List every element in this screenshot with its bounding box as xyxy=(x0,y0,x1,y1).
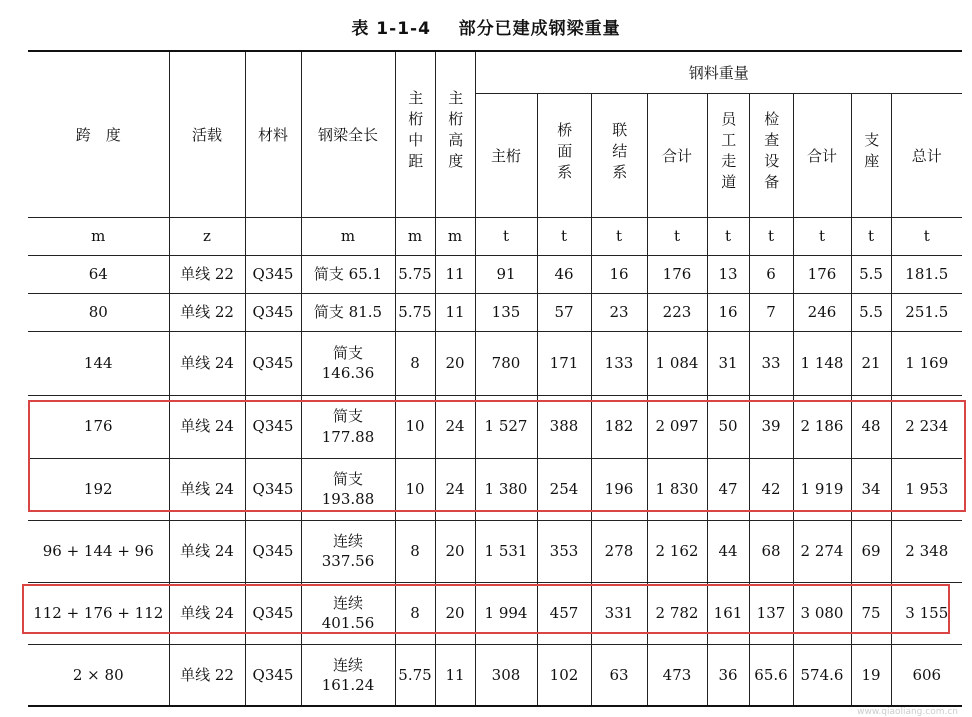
table-cell: 2 782 xyxy=(647,582,707,644)
table-cell: 48 xyxy=(851,395,891,458)
table-cell: 3 155 xyxy=(891,582,962,644)
table-cell: 42 xyxy=(749,458,793,520)
unit-cell: t xyxy=(793,217,851,255)
table-cell: 68 xyxy=(749,520,793,582)
table-cell: 连续 161.24 xyxy=(301,644,395,706)
table-cell: 606 xyxy=(891,644,962,706)
unit-cell xyxy=(245,217,301,255)
table-cell: 331 xyxy=(591,582,647,644)
table-cell: 单线 24 xyxy=(169,458,245,520)
header-subtotal-2: 合计 xyxy=(793,93,851,217)
table-number: 表 1-1-4 xyxy=(351,19,431,39)
table-cell: Q345 xyxy=(245,582,301,644)
table-cell: 2 162 xyxy=(647,520,707,582)
table-cell: 简支 193.88 xyxy=(301,458,395,520)
table-cell: 简支 65.1 xyxy=(301,255,395,293)
table-cell: 5.75 xyxy=(395,644,435,706)
table-cell: 单线 22 xyxy=(169,255,245,293)
table-cell: 64 xyxy=(28,255,169,293)
unit-cell: t xyxy=(707,217,749,255)
table-row xyxy=(28,293,962,331)
unit-cell: m xyxy=(395,217,435,255)
unit-cell: t xyxy=(647,217,707,255)
table-cell: 46 xyxy=(537,255,591,293)
table-cell: 1 148 xyxy=(793,331,851,395)
table-cell: 2 234 xyxy=(891,395,962,458)
table-cell: 102 xyxy=(537,644,591,706)
table-cell: 1 994 xyxy=(475,582,537,644)
header-truss-height: 主桁高度 xyxy=(435,51,475,217)
table-cell: 23 xyxy=(591,293,647,331)
table-row xyxy=(28,395,962,458)
header-walkway: 员工走道 xyxy=(707,93,749,217)
table-cell: 135 xyxy=(475,293,537,331)
table-cell: 31 xyxy=(707,331,749,395)
header-truss-spacing: 主桁中距 xyxy=(395,51,435,217)
table-cell: 69 xyxy=(851,520,891,582)
table-cell: Q345 xyxy=(245,255,301,293)
table-cell: 单线 24 xyxy=(169,395,245,458)
table-cell: 2 097 xyxy=(647,395,707,458)
table-cell: 1 830 xyxy=(647,458,707,520)
table-cell: 278 xyxy=(591,520,647,582)
unit-cell: t xyxy=(591,217,647,255)
table-cell: 171 xyxy=(537,331,591,395)
table-cell: 34 xyxy=(851,458,891,520)
table-cell: 10 xyxy=(395,395,435,458)
unit-cell: t xyxy=(851,217,891,255)
table-cell: 20 xyxy=(435,331,475,395)
table-cell: 1 919 xyxy=(793,458,851,520)
table-cell: 单线 24 xyxy=(169,582,245,644)
table-cell: 57 xyxy=(537,293,591,331)
units-row xyxy=(28,217,962,255)
unit-cell: t xyxy=(475,217,537,255)
table-cell: Q345 xyxy=(245,293,301,331)
table-cell: 137 xyxy=(749,582,793,644)
table-cell: 176 xyxy=(647,255,707,293)
table-cell: Q345 xyxy=(245,331,301,395)
table-cell: 5.75 xyxy=(395,293,435,331)
table-cell: 7 xyxy=(749,293,793,331)
table-cell: 19 xyxy=(851,644,891,706)
steel-weight-table xyxy=(28,50,962,707)
table-cell: 1 953 xyxy=(891,458,962,520)
table-cell: 简支 81.5 xyxy=(301,293,395,331)
table-cell: 144 xyxy=(28,331,169,395)
table-cell: 181.5 xyxy=(891,255,962,293)
header-bearing: 支座 xyxy=(851,93,891,217)
unit-cell: z xyxy=(169,217,245,255)
table-cell: 11 xyxy=(435,255,475,293)
table-cell: 1 084 xyxy=(647,331,707,395)
header-deck-system: 桥面系 xyxy=(537,93,591,217)
table-cell: 63 xyxy=(591,644,647,706)
table-cell: 353 xyxy=(537,520,591,582)
table-cell: 388 xyxy=(537,395,591,458)
header-live-load: 活载 xyxy=(169,51,245,217)
table-cell: 780 xyxy=(475,331,537,395)
table-cell: 5.75 xyxy=(395,255,435,293)
header-inspection: 检查设备 xyxy=(749,93,793,217)
header-steel-weight: 钢料重量 xyxy=(475,51,962,93)
table-cell: 24 xyxy=(435,458,475,520)
table-cell: 39 xyxy=(749,395,793,458)
table-cell: 简支 177.88 xyxy=(301,395,395,458)
unit-cell: t xyxy=(537,217,591,255)
table-cell: 5.5 xyxy=(851,255,891,293)
table-cell: 47 xyxy=(707,458,749,520)
table-cell: 96 + 144 + 96 xyxy=(28,520,169,582)
table-cell: 176 xyxy=(28,395,169,458)
table-cell: 133 xyxy=(591,331,647,395)
table-cell: 182 xyxy=(591,395,647,458)
table-cell: 1 380 xyxy=(475,458,537,520)
table-cell: 33 xyxy=(749,331,793,395)
table-cell: 44 xyxy=(707,520,749,582)
table-row xyxy=(28,520,962,582)
table-cell: 8 xyxy=(395,331,435,395)
table-cell: 2 274 xyxy=(793,520,851,582)
table-cell: Q345 xyxy=(245,520,301,582)
table-row xyxy=(28,582,962,644)
table-cell: 196 xyxy=(591,458,647,520)
table-cell: 251.5 xyxy=(891,293,962,331)
table-cell: 21 xyxy=(851,331,891,395)
table-cell: 8 xyxy=(395,582,435,644)
table-cell: 1 531 xyxy=(475,520,537,582)
table-cell: 1 527 xyxy=(475,395,537,458)
header-material: 材料 xyxy=(245,51,301,217)
table-cell: 176 xyxy=(793,255,851,293)
table-cell: 112 + 176 + 112 xyxy=(28,582,169,644)
table-cell: 574.6 xyxy=(793,644,851,706)
table-cell: 单线 24 xyxy=(169,331,245,395)
table-cell: Q345 xyxy=(245,395,301,458)
table-cell: 473 xyxy=(647,644,707,706)
table-cell: 161 xyxy=(707,582,749,644)
table-cell: 2 348 xyxy=(891,520,962,582)
unit-cell: m xyxy=(301,217,395,255)
table-cell: 24 xyxy=(435,395,475,458)
table-cell: Q345 xyxy=(245,458,301,520)
table-cell: 11 xyxy=(435,644,475,706)
table-cell: 80 xyxy=(28,293,169,331)
table-cell: 11 xyxy=(435,293,475,331)
table-cell: 254 xyxy=(537,458,591,520)
table-row xyxy=(28,331,962,395)
table-cell: 50 xyxy=(707,395,749,458)
table-cell: 16 xyxy=(707,293,749,331)
table-cell: 308 xyxy=(475,644,537,706)
table-cell: 10 xyxy=(395,458,435,520)
header-total: 总计 xyxy=(891,93,962,217)
table-cell: 8 xyxy=(395,520,435,582)
table-cell: 简支 146.36 xyxy=(301,331,395,395)
table-cell: 457 xyxy=(537,582,591,644)
table-cell: 5.5 xyxy=(851,293,891,331)
table-cell: 单线 22 xyxy=(169,644,245,706)
header-subtotal: 合计 xyxy=(647,93,707,217)
table-cell: 3 080 xyxy=(793,582,851,644)
unit-cell: t xyxy=(749,217,793,255)
table-cell: 13 xyxy=(707,255,749,293)
table-cell: 6 xyxy=(749,255,793,293)
table-caption xyxy=(0,14,972,39)
table-cell: 连续 401.56 xyxy=(301,582,395,644)
table-cell: 16 xyxy=(591,255,647,293)
table-cell: 2 × 80 xyxy=(28,644,169,706)
table-row xyxy=(28,255,962,293)
table-cell: 65.6 xyxy=(749,644,793,706)
table-cell: 单线 22 xyxy=(169,293,245,331)
unit-cell: m xyxy=(435,217,475,255)
table-cell: 36 xyxy=(707,644,749,706)
table-cell: 单线 24 xyxy=(169,520,245,582)
table-cell: 91 xyxy=(475,255,537,293)
table-row xyxy=(28,644,962,706)
watermark-site: www.qiaoliang.com.cn xyxy=(857,707,958,717)
table-cell: 246 xyxy=(793,293,851,331)
table-title: 部分已建成钢梁重量 xyxy=(458,19,621,39)
table-cell: 2 186 xyxy=(793,395,851,458)
table-cell: 20 xyxy=(435,520,475,582)
table-cell: 75 xyxy=(851,582,891,644)
unit-cell: m xyxy=(28,217,169,255)
table-row xyxy=(28,458,962,520)
unit-cell: t xyxy=(891,217,962,255)
header-main-truss: 主桁 xyxy=(475,93,537,217)
table-cell: 1 169 xyxy=(891,331,962,395)
table-cell: 223 xyxy=(647,293,707,331)
header-bracing: 联结系 xyxy=(591,93,647,217)
table-cell: Q345 xyxy=(245,644,301,706)
table-cell: 连续 337.56 xyxy=(301,520,395,582)
table-cell: 20 xyxy=(435,582,475,644)
table-cell: 192 xyxy=(28,458,169,520)
header-span: 跨 度 xyxy=(28,51,169,217)
header-total-length: 钢梁全长 xyxy=(301,51,395,217)
